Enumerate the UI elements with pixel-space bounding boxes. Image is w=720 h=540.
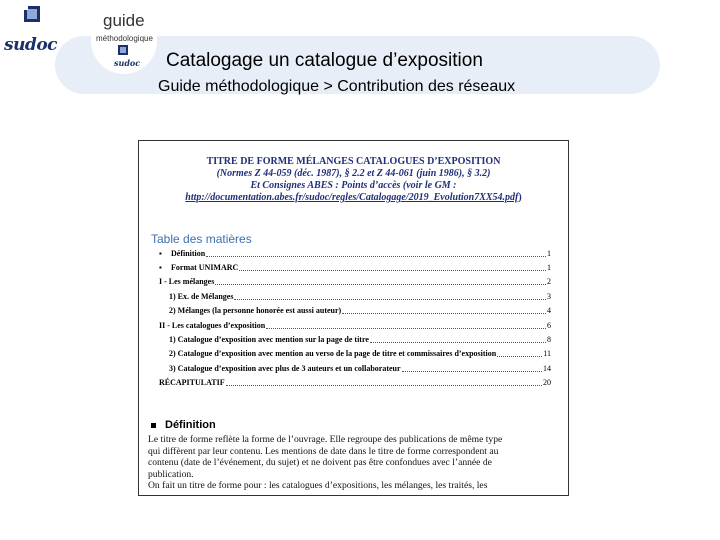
toc-dots	[402, 370, 542, 372]
heading-line4-tail: )	[518, 192, 522, 203]
toc-entry[interactable]	[169, 349, 551, 359]
body-line: qui diffèrent par leur contenu. Les mentions de date dans le titre de forme correspondent au	[148, 445, 499, 457]
toc-entry[interactable]	[169, 306, 551, 316]
toc-entry-label: 3) Catalogue d’exposition avec plus de 3 auteurs et un collaborateur	[169, 364, 401, 373]
guide-logo-line3: sudoc	[114, 58, 141, 68]
toc-entry-label: Format UNIMARC	[171, 263, 239, 272]
sudoc-logo-text: sudoc	[4, 35, 58, 55]
toc-entry[interactable]	[169, 335, 551, 345]
toc-title: Table des matières	[151, 232, 252, 246]
toc-dots	[215, 283, 546, 285]
toc-entry-page: 20	[543, 378, 551, 387]
toc-entry-page: 14	[543, 364, 551, 373]
toc-entry[interactable]: ▪ Format UNIMARC 1	[159, 263, 551, 272]
sudoc-logo	[2, 4, 62, 56]
toc-entry[interactable]	[169, 364, 551, 374]
toc-entry-page: 4	[547, 306, 551, 315]
toc-entry[interactable]	[159, 321, 551, 331]
toc-dots	[234, 298, 546, 300]
toc-dots	[342, 312, 546, 314]
toc-entry-label: 2) Catalogue d’exposition avec mention au verso de la page de titre et commissaires d’exposition	[169, 349, 497, 358]
toc-dots	[206, 255, 546, 257]
slide-subtitle: Guide méthodologique > Contribution des réseaux	[158, 78, 516, 95]
toc-dots	[370, 341, 546, 343]
toc-entry-label: II - Les catalogues d’exposition	[159, 321, 266, 330]
toc-entry[interactable]: ▪ Définition 1	[159, 249, 551, 258]
sudoc-cube-icon	[22, 4, 42, 24]
guide-methodologique-logo	[91, 8, 157, 74]
toc-dots	[239, 269, 546, 271]
section-title	[151, 419, 216, 431]
body-line: Le titre de forme reflète la forme de l’ouvrage. Elle regroupe des publications de même type	[148, 434, 503, 445]
bullet-square-icon	[151, 423, 156, 428]
toc-entry[interactable]	[159, 378, 551, 388]
toc-entry-page: 1	[547, 249, 551, 258]
body-line: On fait un titre de forme pour : les catalogues d’expositions, les mélanges, les traités, les	[148, 480, 488, 492]
definition-body	[148, 434, 558, 492]
toc-entry-page: 2	[547, 277, 551, 286]
guide-link[interactable]: http://documentation.abes.fr/sudoc/regles/Catalogage/2019_Evolution7XX54.pdf	[185, 192, 519, 203]
toc-entry-label: Définition	[171, 249, 206, 258]
toc-entry-label: RÉCAPITULATIF	[159, 378, 225, 387]
toc-entry[interactable]	[159, 277, 551, 287]
toc-entry-page: 1	[547, 263, 551, 272]
toc-dots	[497, 355, 542, 357]
toc-entry-page: 6	[547, 321, 551, 330]
toc-entry-page: 3	[547, 292, 551, 301]
section-title-text: Définition	[165, 419, 216, 431]
toc-entry-label: I - Les mélanges	[159, 277, 215, 286]
toc-entry-page: 8	[547, 335, 551, 344]
toc-entry[interactable]	[169, 292, 551, 302]
toc-entry-label: 2) Mélanges (la personne honorée est aussi auteur)	[169, 306, 342, 315]
toc-entry-page: 11	[543, 349, 551, 358]
guide-logo-line2: méthodologique	[96, 34, 153, 43]
heading-line3: Et Consignes ABES : Points d’accès (voir le GM :	[250, 180, 457, 191]
slide-title: Catalogage un catalogue d’exposition	[166, 50, 483, 71]
guide-logo-line1: guide	[103, 11, 145, 30]
heading-line2: (Normes Z 44-059 (déc. 1987), § 2.2 et Z 44-061 (juin 1986), § 3.2)	[216, 168, 491, 179]
document-snapshot	[138, 140, 569, 496]
toc-entry-label: 1) Ex. de Mélanges	[169, 292, 234, 301]
toc-dots	[266, 327, 546, 329]
document-heading	[139, 156, 568, 204]
body-line: publication.	[148, 468, 194, 480]
toc-dots	[226, 384, 542, 386]
heading-line1: TITRE DE FORME MÉLANGES CATALOGUES D’EXPOSITION	[206, 156, 501, 167]
toc-entry-label: 1) Catalogue d’exposition avec mention sur la page de titre	[169, 335, 369, 344]
guide-cube-icon	[117, 44, 129, 56]
body-line: contenu (date de l’événement, du sujet) et ne doivent pas être confondues avec l’année de	[148, 457, 492, 469]
